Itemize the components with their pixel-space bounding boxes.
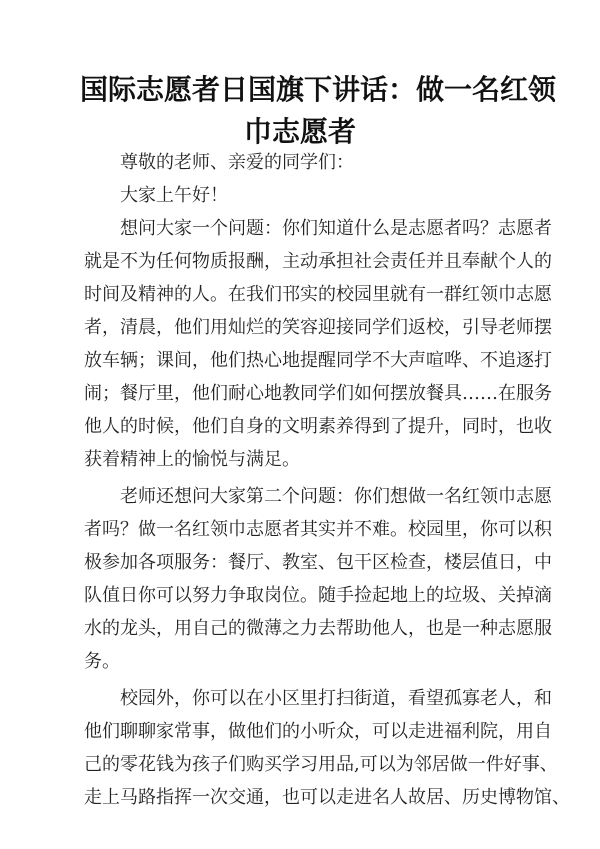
document-title-line-2: 巾志愿者 (243, 115, 356, 148)
paragraph-1-line: 想问大家一个问题：你们知道什么是志愿者吗？志愿者 (120, 218, 552, 239)
paragraph-1-line: 者，清晨，他们用灿烂的笑容迎接同学们返校，引导老师摆 (84, 317, 552, 338)
paragraph-2-line: 者吗？做一名红领巾志愿者其实并不难。校园里，你可以积 (84, 519, 552, 540)
paragraph-2-line: 务。 (84, 651, 120, 672)
paragraph-3-line: 校园外，你可以在小区里打扫街道，看望孤寡老人，和 (120, 688, 552, 709)
paragraph-1-line: 他人的时候，他们自身的文明素养得到了提升，同时，也收 (84, 416, 552, 437)
greeting-line: 尊敬的老师、亲爱的同学们： (120, 152, 354, 173)
paragraph-1-line: 闹；餐厅里，他们耐心地教同学们如何摆放餐具……在服务 (84, 383, 552, 404)
paragraph-2-line: 极参加各项服务：餐厅、教室、包干区检查，楼层值日，中 (84, 552, 552, 573)
paragraph-3-line: 己的零花钱为孩子们购买学习用品,可以为邻居做一件好事、 (84, 754, 558, 775)
paragraph-3-line: 走上马路指挥一次交通，也可以走进名人故居、历史博物馆、 (84, 787, 570, 808)
paragraph-1-line: 放车辆；课间，他们热心地提醒同学不大声喧哗、不追逐打 (84, 350, 552, 371)
paragraph-1-line: 就是不为任何物质报酬，主动承担社会责任并且奉献个人的 (84, 251, 552, 272)
paragraph-1-line: 获着精神上的愉悦与满足。 (84, 449, 300, 470)
document-title-line-1: 国际志愿者日国旗下讲话：做一名红领 (80, 73, 557, 106)
salutation-line: 大家上午好！ (120, 185, 228, 206)
paragraph-3-line: 他们聊聊家常事，做他们的小听众，可以走进福利院，用自 (84, 721, 552, 742)
paragraph-2-line: 水的龙头，用自己的微薄之力去帮助他人，也是一种志愿服 (84, 618, 552, 639)
paragraph-2-line: 老师还想问大家第二个问题：你们想做一名红领巾志愿 (120, 486, 552, 507)
paragraph-1-line: 时间及精神的人。在我们邗实的校园里就有一群红领巾志愿 (84, 284, 552, 305)
paragraph-2-line: 队值日你可以努力争取岗位。随手捡起地上的垃圾、关掉滴 (84, 585, 552, 606)
